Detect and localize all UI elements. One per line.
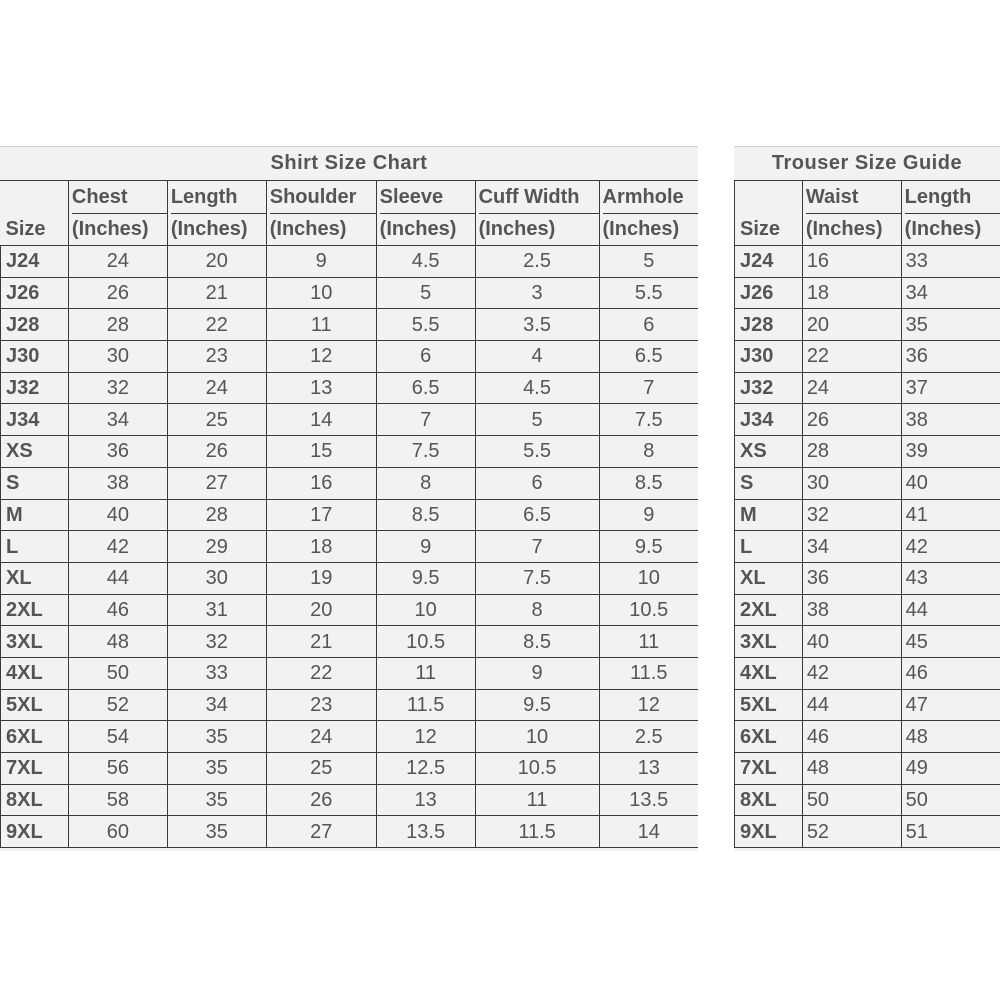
table-row bbox=[1, 784, 699, 816]
measurement-cell: 28 bbox=[802, 436, 901, 468]
measurement-cell: 10.5 bbox=[475, 753, 599, 785]
table-row bbox=[735, 562, 1000, 594]
measurement-cell: 25 bbox=[266, 753, 376, 785]
shirt-column-header-label: Sleeve bbox=[380, 182, 475, 214]
trouser-column-header-unit: (Inches) bbox=[805, 218, 883, 240]
table-row bbox=[1, 721, 699, 753]
shirt-column-header-unit: (Inches) bbox=[170, 218, 248, 240]
measurement-cell: 50 bbox=[901, 784, 1000, 816]
measurement-cell: 20 bbox=[167, 246, 266, 278]
measurement-cell: 15 bbox=[266, 436, 376, 468]
measurement-cell: 48 bbox=[68, 626, 167, 658]
table-row bbox=[1, 753, 699, 785]
measurement-cell: 9 bbox=[266, 246, 376, 278]
trouser-guide-title: Trouser Size Guide bbox=[734, 147, 1000, 181]
measurement-cell: 26 bbox=[802, 404, 901, 436]
measurement-cell: 46 bbox=[68, 594, 167, 626]
trouser-column-header bbox=[802, 181, 901, 246]
measurement-cell: 58 bbox=[68, 784, 167, 816]
table-row bbox=[735, 499, 1000, 531]
measurement-cell: 24 bbox=[68, 246, 167, 278]
measurement-cell: 34 bbox=[802, 531, 901, 563]
measurement-cell: 2.5 bbox=[475, 246, 599, 278]
measurement-cell: 35 bbox=[167, 784, 266, 816]
measurement-cell: 9.5 bbox=[475, 689, 599, 721]
measurement-cell: 28 bbox=[68, 309, 167, 341]
measurement-cell: 4.5 bbox=[475, 372, 599, 404]
table-row bbox=[1, 626, 699, 658]
measurement-cell: 16 bbox=[802, 246, 901, 278]
size-label-cell: 6XL bbox=[1, 721, 69, 753]
table-row bbox=[1, 657, 699, 689]
measurement-cell: 8 bbox=[475, 594, 599, 626]
size-label-cell: 9XL bbox=[735, 816, 803, 848]
table-row bbox=[1, 562, 699, 594]
measurement-cell: 9.5 bbox=[599, 531, 698, 563]
measurement-cell: 5 bbox=[599, 246, 698, 278]
trouser-column-header bbox=[735, 181, 803, 246]
shirt-column-header-label: Chest bbox=[72, 182, 167, 214]
measurement-cell: 12 bbox=[599, 689, 698, 721]
measurement-cell: 51 bbox=[901, 816, 1000, 848]
measurement-cell: 41 bbox=[901, 499, 1000, 531]
table-row bbox=[1, 309, 699, 341]
measurement-cell: 10.5 bbox=[376, 626, 475, 658]
table-row bbox=[735, 436, 1000, 468]
measurement-cell: 33 bbox=[901, 246, 1000, 278]
measurement-cell: 49 bbox=[901, 753, 1000, 785]
size-label-cell: J24 bbox=[735, 246, 803, 278]
size-label-cell: 4XL bbox=[1, 657, 69, 689]
measurement-cell: 35 bbox=[167, 816, 266, 848]
measurement-cell: 36 bbox=[68, 436, 167, 468]
measurement-cell: 39 bbox=[901, 436, 1000, 468]
shirt-column-header bbox=[1, 181, 69, 246]
measurement-cell: 52 bbox=[802, 816, 901, 848]
trouser-column-header-label: Length bbox=[905, 182, 1000, 214]
size-label-cell: J28 bbox=[735, 309, 803, 341]
measurement-cell: 42 bbox=[802, 657, 901, 689]
measurement-cell: 12 bbox=[376, 721, 475, 753]
measurement-cell: 7 bbox=[376, 404, 475, 436]
measurement-cell: 8 bbox=[376, 467, 475, 499]
measurement-cell: 21 bbox=[167, 277, 266, 309]
measurement-cell: 14 bbox=[599, 816, 698, 848]
size-label-cell: 6XL bbox=[735, 721, 803, 753]
measurement-cell: 21 bbox=[266, 626, 376, 658]
shirt-size-chart bbox=[0, 146, 698, 851]
size-label-cell: J32 bbox=[1, 372, 69, 404]
size-label-cell: J34 bbox=[735, 404, 803, 436]
measurement-cell: 31 bbox=[167, 594, 266, 626]
measurement-cell: 50 bbox=[802, 784, 901, 816]
measurement-cell: 10 bbox=[475, 721, 599, 753]
measurement-cell: 29 bbox=[167, 531, 266, 563]
size-label-cell: J24 bbox=[1, 246, 69, 278]
measurement-cell: 44 bbox=[802, 689, 901, 721]
measurement-cell: 24 bbox=[167, 372, 266, 404]
table-row bbox=[1, 372, 699, 404]
measurement-cell: 20 bbox=[266, 594, 376, 626]
measurement-cell: 40 bbox=[802, 626, 901, 658]
shirt-column-header-label: Size bbox=[5, 218, 46, 240]
measurement-cell: 20 bbox=[802, 309, 901, 341]
measurement-cell: 6 bbox=[599, 309, 698, 341]
table-row bbox=[735, 626, 1000, 658]
size-label-cell: J26 bbox=[1, 277, 69, 309]
size-label-cell: S bbox=[735, 467, 803, 499]
measurement-cell: 10 bbox=[599, 562, 698, 594]
measurement-cell: 8.5 bbox=[475, 626, 599, 658]
size-label-cell: J26 bbox=[735, 277, 803, 309]
size-label-cell: 5XL bbox=[1, 689, 69, 721]
measurement-cell: 25 bbox=[167, 404, 266, 436]
measurement-cell: 7.5 bbox=[376, 436, 475, 468]
measurement-cell: 11 bbox=[475, 784, 599, 816]
table-row bbox=[1, 467, 699, 499]
measurement-cell: 26 bbox=[167, 436, 266, 468]
table-row bbox=[1, 277, 699, 309]
size-label-cell: 9XL bbox=[1, 816, 69, 848]
measurement-cell: 42 bbox=[68, 531, 167, 563]
table-row bbox=[735, 277, 1000, 309]
shirt-column-header-unit: (Inches) bbox=[71, 218, 149, 240]
measurement-cell: 38 bbox=[802, 594, 901, 626]
measurement-cell: 60 bbox=[68, 816, 167, 848]
size-label-cell: XL bbox=[735, 562, 803, 594]
measurement-cell: 4 bbox=[475, 341, 599, 373]
size-label-cell: J34 bbox=[1, 404, 69, 436]
measurement-cell: 13 bbox=[599, 753, 698, 785]
measurement-cell: 22 bbox=[802, 341, 901, 373]
size-label-cell: J30 bbox=[735, 341, 803, 373]
trouser-size-guide bbox=[734, 146, 1000, 851]
measurement-cell: 18 bbox=[802, 277, 901, 309]
measurement-cell: 23 bbox=[167, 341, 266, 373]
measurement-cell: 26 bbox=[68, 277, 167, 309]
measurement-cell: 32 bbox=[68, 372, 167, 404]
measurement-cell: 8.5 bbox=[376, 499, 475, 531]
measurement-cell: 34 bbox=[901, 277, 1000, 309]
measurement-cell: 10.5 bbox=[599, 594, 698, 626]
measurement-cell: 14 bbox=[266, 404, 376, 436]
measurement-cell: 5.5 bbox=[599, 277, 698, 309]
table-row bbox=[1, 404, 699, 436]
shirt-column-header-unit: (Inches) bbox=[379, 218, 457, 240]
measurement-cell: 56 bbox=[68, 753, 167, 785]
size-label-cell: 8XL bbox=[735, 784, 803, 816]
measurement-cell: 13 bbox=[266, 372, 376, 404]
trouser-table-body bbox=[735, 246, 1000, 848]
measurement-cell: 43 bbox=[901, 562, 1000, 594]
measurement-cell: 5.5 bbox=[376, 309, 475, 341]
shirt-column-header bbox=[167, 181, 266, 246]
measurement-cell: 33 bbox=[167, 657, 266, 689]
table-row bbox=[735, 784, 1000, 816]
size-label-cell: S bbox=[1, 467, 69, 499]
trouser-column-header-label: Size bbox=[740, 218, 781, 240]
shirt-column-header bbox=[475, 181, 599, 246]
shirt-column-header bbox=[68, 181, 167, 246]
measurement-cell: 32 bbox=[167, 626, 266, 658]
size-label-cell: L bbox=[1, 531, 69, 563]
shirt-column-header bbox=[599, 181, 698, 246]
measurement-cell: 9 bbox=[599, 499, 698, 531]
shirt-column-header-label: Length bbox=[171, 182, 266, 214]
measurement-cell: 6.5 bbox=[376, 372, 475, 404]
measurement-cell: 8.5 bbox=[599, 467, 698, 499]
measurement-cell: 3 bbox=[475, 277, 599, 309]
shirt-column-header-label: Cuff Width bbox=[479, 182, 599, 214]
table-row bbox=[735, 816, 1000, 848]
measurement-cell: 44 bbox=[68, 562, 167, 594]
measurement-cell: 48 bbox=[901, 721, 1000, 753]
measurement-cell: 37 bbox=[901, 372, 1000, 404]
size-label-cell: 8XL bbox=[1, 784, 69, 816]
measurement-cell: 34 bbox=[68, 404, 167, 436]
measurement-cell: 16 bbox=[266, 467, 376, 499]
size-label-cell: XS bbox=[735, 436, 803, 468]
measurement-cell: 10 bbox=[266, 277, 376, 309]
shirt-column-header bbox=[376, 181, 475, 246]
measurement-cell: 30 bbox=[802, 467, 901, 499]
trouser-size-table bbox=[734, 181, 1000, 848]
measurement-cell: 3.5 bbox=[475, 309, 599, 341]
measurement-cell: 6.5 bbox=[599, 341, 698, 373]
measurement-cell: 42 bbox=[901, 531, 1000, 563]
measurement-cell: 22 bbox=[167, 309, 266, 341]
table-row bbox=[735, 404, 1000, 436]
measurement-cell: 44 bbox=[901, 594, 1000, 626]
measurement-cell: 23 bbox=[266, 689, 376, 721]
size-label-cell: 4XL bbox=[735, 657, 803, 689]
measurement-cell: 5 bbox=[475, 404, 599, 436]
measurement-cell: 5 bbox=[376, 277, 475, 309]
measurement-cell: 38 bbox=[901, 404, 1000, 436]
measurement-cell: 7.5 bbox=[599, 404, 698, 436]
measurement-cell: 22 bbox=[266, 657, 376, 689]
size-label-cell: XL bbox=[1, 562, 69, 594]
measurement-cell: 11 bbox=[376, 657, 475, 689]
shirt-column-header bbox=[266, 181, 376, 246]
size-label-cell: 7XL bbox=[735, 753, 803, 785]
measurement-cell: 26 bbox=[266, 784, 376, 816]
measurement-cell: 27 bbox=[167, 467, 266, 499]
measurement-cell: 6 bbox=[376, 341, 475, 373]
measurement-cell: 11.5 bbox=[599, 657, 698, 689]
measurement-cell: 9.5 bbox=[376, 562, 475, 594]
size-label-cell: 7XL bbox=[1, 753, 69, 785]
measurement-cell: 11 bbox=[266, 309, 376, 341]
shirt-size-table bbox=[0, 181, 698, 848]
measurement-cell: 40 bbox=[901, 467, 1000, 499]
measurement-cell: 6 bbox=[475, 467, 599, 499]
measurement-cell: 13.5 bbox=[599, 784, 698, 816]
measurement-cell: 28 bbox=[167, 499, 266, 531]
table-row bbox=[1, 436, 699, 468]
table-row bbox=[1, 816, 699, 848]
shirt-column-header-unit: (Inches) bbox=[269, 218, 347, 240]
size-label-cell: XS bbox=[1, 436, 69, 468]
measurement-cell: 5.5 bbox=[475, 436, 599, 468]
measurement-cell: 46 bbox=[901, 657, 1000, 689]
measurement-cell: 24 bbox=[802, 372, 901, 404]
size-label-cell: M bbox=[1, 499, 69, 531]
measurement-cell: 52 bbox=[68, 689, 167, 721]
measurement-cell: 7 bbox=[599, 372, 698, 404]
measurement-cell: 8 bbox=[599, 436, 698, 468]
measurement-cell: 12 bbox=[266, 341, 376, 373]
measurement-cell: 11 bbox=[599, 626, 698, 658]
measurement-cell: 35 bbox=[901, 309, 1000, 341]
trouser-column-header-label: Waist bbox=[806, 182, 901, 214]
measurement-cell: 34 bbox=[167, 689, 266, 721]
size-label-cell: 3XL bbox=[1, 626, 69, 658]
measurement-cell: 45 bbox=[901, 626, 1000, 658]
measurement-cell: 12.5 bbox=[376, 753, 475, 785]
measurement-cell: 47 bbox=[901, 689, 1000, 721]
table-row bbox=[735, 309, 1000, 341]
table-row bbox=[735, 341, 1000, 373]
shirt-column-header-unit: (Inches) bbox=[478, 218, 556, 240]
measurement-cell: 35 bbox=[167, 721, 266, 753]
measurement-cell: 7.5 bbox=[475, 562, 599, 594]
measurement-cell: 13 bbox=[376, 784, 475, 816]
measurement-cell: 32 bbox=[802, 499, 901, 531]
measurement-cell: 36 bbox=[901, 341, 1000, 373]
measurement-cell: 46 bbox=[802, 721, 901, 753]
size-label-cell: 2XL bbox=[1, 594, 69, 626]
table-row bbox=[1, 531, 699, 563]
measurement-cell: 54 bbox=[68, 721, 167, 753]
size-label-cell: M bbox=[735, 499, 803, 531]
table-row bbox=[1, 499, 699, 531]
measurement-cell: 40 bbox=[68, 499, 167, 531]
measurement-cell: 9 bbox=[376, 531, 475, 563]
size-label-cell: J32 bbox=[735, 372, 803, 404]
table-row bbox=[735, 531, 1000, 563]
table-row bbox=[1, 341, 699, 373]
measurement-cell: 6.5 bbox=[475, 499, 599, 531]
measurement-cell: 18 bbox=[266, 531, 376, 563]
table-row bbox=[735, 372, 1000, 404]
size-label-cell: L bbox=[735, 531, 803, 563]
measurement-cell: 11.5 bbox=[376, 689, 475, 721]
measurement-cell: 19 bbox=[266, 562, 376, 594]
table-row bbox=[1, 689, 699, 721]
measurement-cell: 11.5 bbox=[475, 816, 599, 848]
size-label-cell: 2XL bbox=[735, 594, 803, 626]
measurement-cell: 30 bbox=[68, 341, 167, 373]
measurement-cell: 27 bbox=[266, 816, 376, 848]
measurement-cell: 24 bbox=[266, 721, 376, 753]
shirt-chart-title: Shirt Size Chart bbox=[0, 147, 698, 181]
shirt-column-header-unit: (Inches) bbox=[602, 218, 680, 240]
measurement-cell: 36 bbox=[802, 562, 901, 594]
measurement-cell: 4.5 bbox=[376, 246, 475, 278]
trouser-column-header-unit: (Inches) bbox=[904, 218, 982, 240]
size-label-cell: 3XL bbox=[735, 626, 803, 658]
table-row bbox=[1, 246, 699, 278]
table-row bbox=[735, 467, 1000, 499]
table-row bbox=[735, 657, 1000, 689]
shirt-table-body bbox=[1, 246, 699, 848]
table-row bbox=[1, 594, 699, 626]
measurement-cell: 2.5 bbox=[599, 721, 698, 753]
measurement-cell: 10 bbox=[376, 594, 475, 626]
table-row bbox=[735, 594, 1000, 626]
shirt-header-row bbox=[1, 181, 699, 246]
measurement-cell: 38 bbox=[68, 467, 167, 499]
measurement-cell: 50 bbox=[68, 657, 167, 689]
table-row bbox=[735, 721, 1000, 753]
measurement-cell: 35 bbox=[167, 753, 266, 785]
trouser-header-row bbox=[735, 181, 1000, 246]
trouser-column-header bbox=[901, 181, 1000, 246]
measurement-cell: 9 bbox=[475, 657, 599, 689]
table-row bbox=[735, 246, 1000, 278]
measurement-cell: 48 bbox=[802, 753, 901, 785]
measurement-cell: 13.5 bbox=[376, 816, 475, 848]
size-label-cell: J30 bbox=[1, 341, 69, 373]
table-row bbox=[735, 689, 1000, 721]
measurement-cell: 30 bbox=[167, 562, 266, 594]
shirt-column-header-label: Armhole bbox=[603, 182, 698, 214]
size-label-cell: J28 bbox=[1, 309, 69, 341]
size-label-cell: 5XL bbox=[735, 689, 803, 721]
table-row bbox=[735, 753, 1000, 785]
measurement-cell: 17 bbox=[266, 499, 376, 531]
measurement-cell: 7 bbox=[475, 531, 599, 563]
shirt-column-header-label: Shoulder bbox=[270, 182, 376, 214]
